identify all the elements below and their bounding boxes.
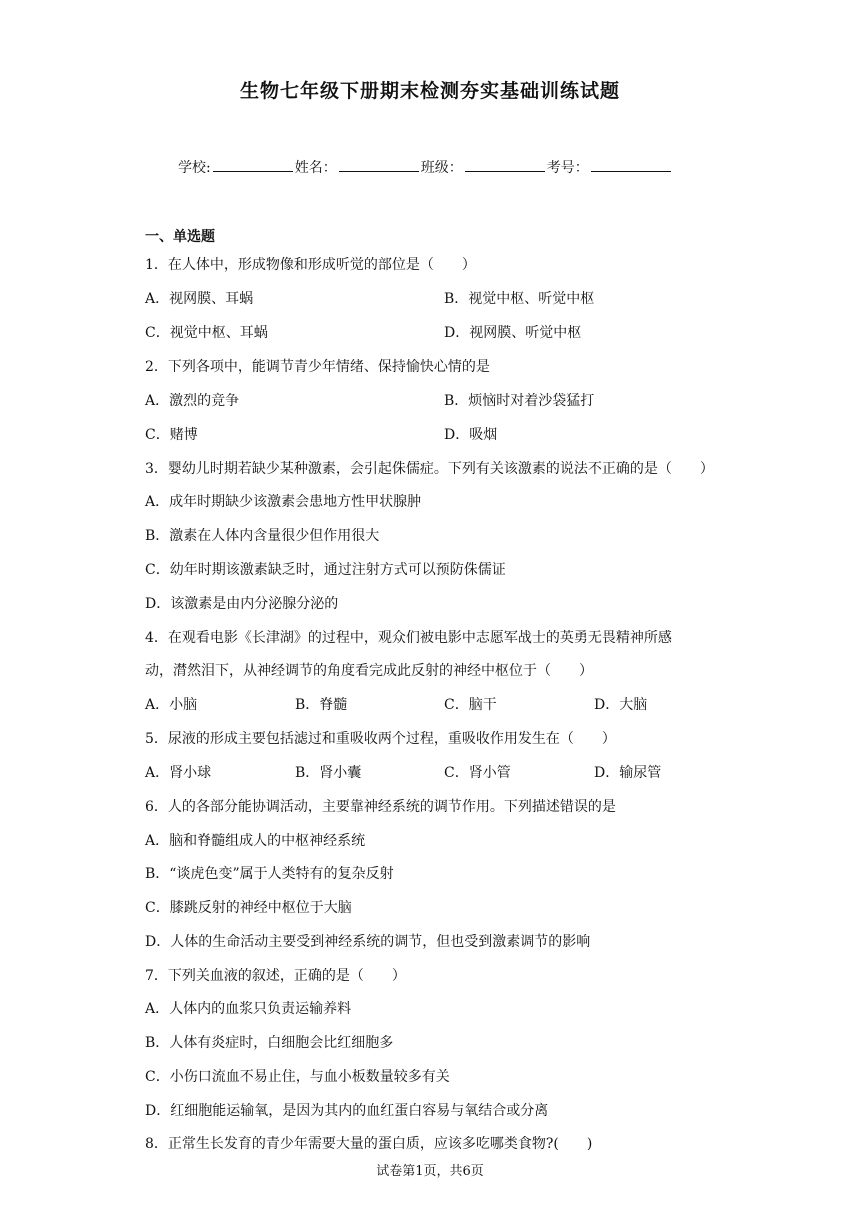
option-b: B．脊髓 bbox=[295, 697, 348, 713]
option-c: C．赌博 bbox=[145, 427, 198, 443]
question-stem-continued: 动，潸然泪下，从神经调节的角度看完成此反射的神经中枢位于（ ） bbox=[145, 663, 593, 679]
school-label: 学校: bbox=[178, 160, 211, 176]
option-d: D．该激素是由内分泌腺分泌的 bbox=[145, 596, 339, 612]
option-a: A．成年时期缺少该激素会患地方性甲状腺肿 bbox=[145, 494, 422, 510]
name-label: 姓名： bbox=[294, 160, 337, 176]
option-d: D．人体的生命活动主要受到神经系统的调节，但也受到激素调节的影响 bbox=[145, 934, 591, 950]
option-b: B．肾小囊 bbox=[295, 765, 362, 781]
option-b: B．视觉中枢、听觉中枢 bbox=[444, 291, 595, 307]
option-d: D．输尿管 bbox=[594, 765, 662, 781]
exam-no-blank bbox=[591, 157, 671, 172]
question-stem: 2．下列各项中，能调节青少年情绪、保持愉快心情的是 bbox=[145, 359, 490, 375]
option-b: B．激素在人体内含量很少但作用很大 bbox=[145, 528, 380, 544]
option-c: C．幼年时期该激素缺乏时，通过注射方式可以预防侏儒证 bbox=[145, 562, 506, 578]
option-d: D．红细胞能运输氧，是因为其内的血红蛋白容易与氧结合或分离 bbox=[145, 1103, 549, 1119]
option-c: C．肾小管 bbox=[444, 765, 511, 781]
option-d: D．大脑 bbox=[594, 697, 648, 713]
page-footer: 试卷第1页，共6页 bbox=[376, 1164, 484, 1179]
page-title: 生物七年级下册期末检测夯实基础训练试题 bbox=[239, 80, 620, 102]
option-d: D．吸烟 bbox=[444, 427, 498, 443]
option-b: B．“谈虎色变”属于人类特有的复杂反射 bbox=[145, 866, 394, 882]
question-stem: 8．正常生长发育的青少年需要大量的蛋白质，应该多吃哪类食物?( ) bbox=[145, 1136, 593, 1152]
class-label: 班级： bbox=[420, 160, 463, 176]
option-b: B．烦恼时对着沙袋猛打 bbox=[444, 393, 595, 409]
student-info-line bbox=[178, 157, 673, 177]
option-c: C．脑干 bbox=[444, 697, 497, 713]
option-a: A．人体内的血浆只负责运输养料 bbox=[145, 1001, 352, 1017]
question-stem: 6．人的各部分能协调活动，主要靠神经系统的调节作用。下列描述错误的是 bbox=[145, 799, 616, 815]
option-a: A．小脑 bbox=[145, 697, 198, 713]
question-stem: 3．婴幼儿时期若缺少某种激素，会引起侏儒症。下列有关该激素的说法不正确的是（ ） bbox=[145, 461, 714, 477]
name-blank bbox=[339, 157, 419, 172]
option-b: B．人体有炎症时，白细胞会比红细胞多 bbox=[145, 1035, 394, 1051]
question-stem: 1．在人体中，形成物像和形成听觉的部位是（ ） bbox=[145, 257, 476, 273]
question-stem: 7．下列关血液的叙述，正确的是（ ） bbox=[145, 968, 406, 984]
option-c: C．视觉中枢、耳蜗 bbox=[145, 325, 268, 341]
option-a: A．视网膜、耳蜗 bbox=[145, 291, 254, 307]
class-blank bbox=[465, 157, 545, 172]
exam-no-label: 考号： bbox=[546, 160, 589, 176]
option-d: D．视网膜、听觉中枢 bbox=[444, 325, 582, 341]
option-a: A．激烈的竞争 bbox=[145, 393, 240, 409]
option-c: C．小伤口流血不易止住，与血小板数量较多有关 bbox=[145, 1069, 450, 1085]
option-a: A．肾小球 bbox=[145, 765, 212, 781]
section-heading: 一、单选题 bbox=[145, 229, 215, 245]
option-a: A．脑和脊髓组成人的中枢神经系统 bbox=[145, 833, 366, 849]
option-c: C．膝跳反射的神经中枢位于大脑 bbox=[145, 900, 352, 916]
question-stem: 5．尿液的形成主要包括滤过和重吸收两个过程，重吸收作用发生在（ ） bbox=[145, 731, 616, 747]
question-stem: 4．在观看电影《长津湖》的过程中，观众们被电影中志愿军战士的英勇无畏精神所感 bbox=[145, 630, 672, 646]
school-blank bbox=[213, 157, 293, 172]
